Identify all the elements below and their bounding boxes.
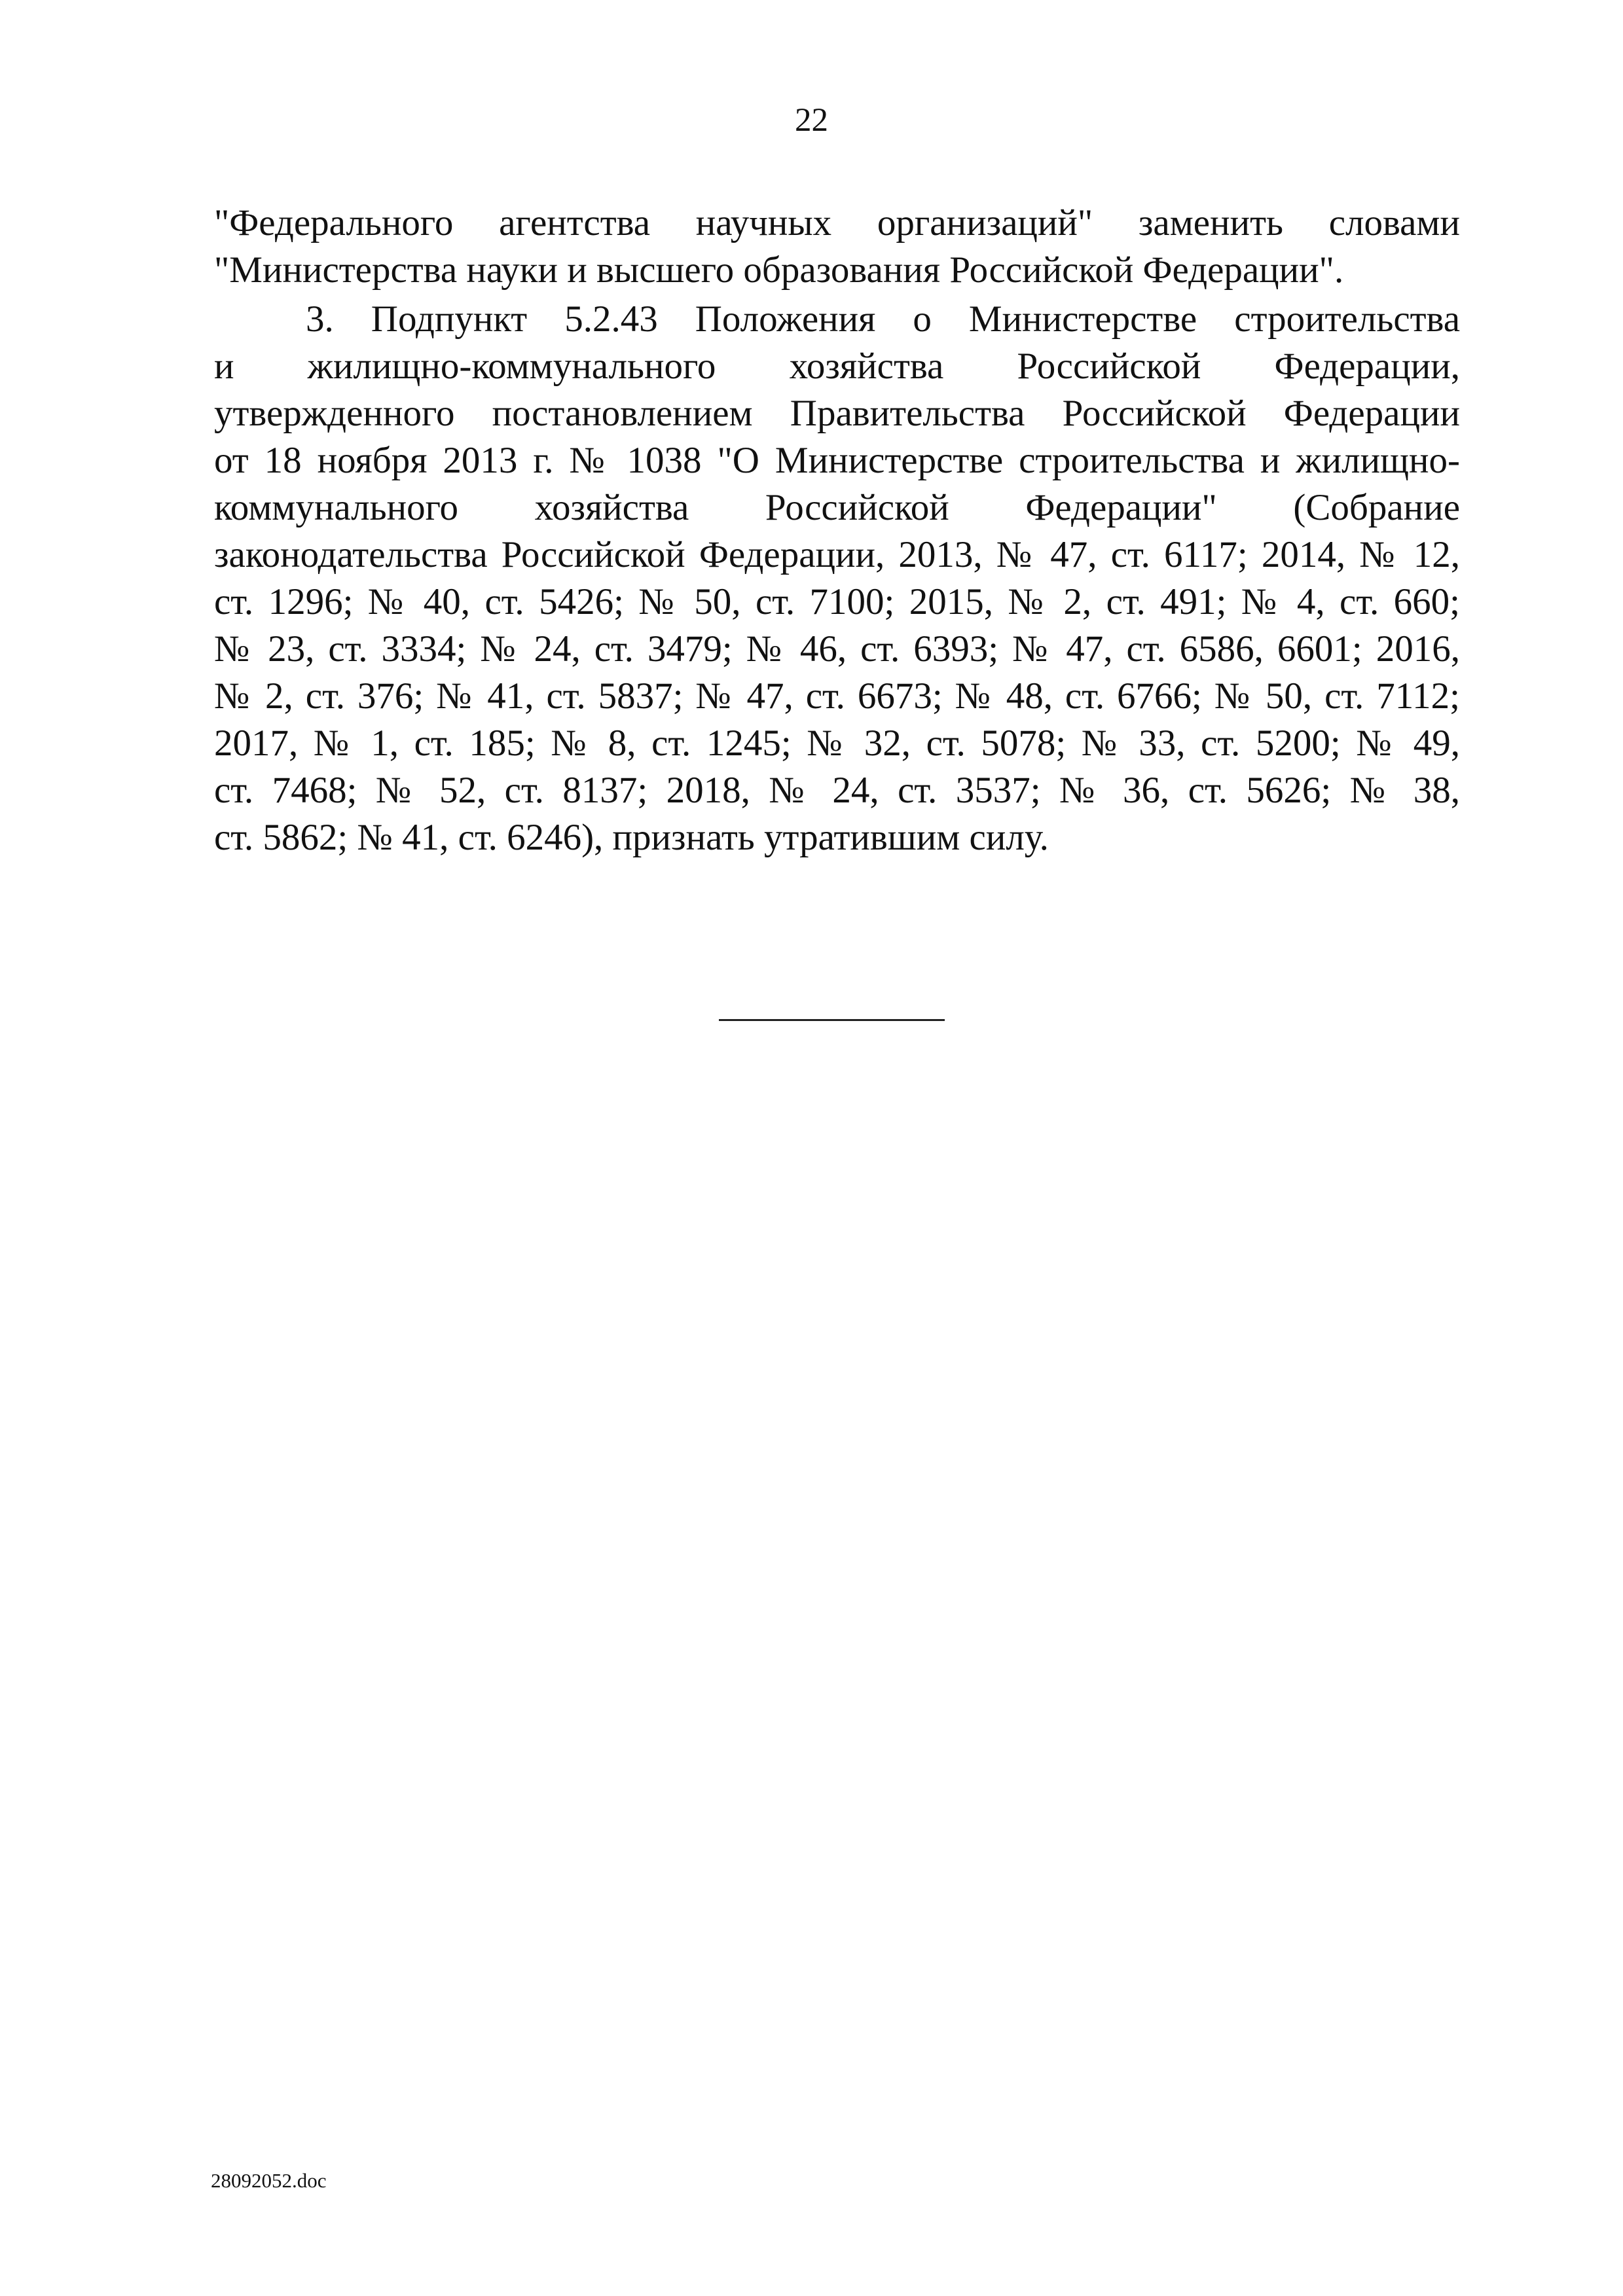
text-line: от 18 ноября 2013 г. № 1038 "О Министерстве строительства и жилищно- <box>214 440 1460 481</box>
text-line: "Министерства науки и высшего образования Российской Федерации". <box>214 249 1344 291</box>
text-line: № 2, ст. 376; № 41, ст. 5837; № 47, ст. 6673; № 48, ст. 6766; № 50, ст. 7112; <box>214 675 1460 717</box>
text-line: утвержденного постановлением Правительства Российской Федерации <box>214 393 1460 434</box>
text-line: 3. Подпункт 5.2.43 Положения о Министерстве строительства <box>306 298 1460 340</box>
text-line: ст. 5862; № 41, ст. 6246), признать утратившим силу. <box>214 817 1049 858</box>
page-number: 22 <box>795 102 828 139</box>
footer-doc-code: 28092052.doc <box>211 2169 327 2192</box>
text-line: "Федерального агентства научных организаций" заменить словами <box>214 202 1460 243</box>
text-line: 2017, № 1, ст. 185; № 8, ст. 1245; № 32, ст. 5078; № 33, ст. 5200; № 49, <box>214 723 1460 764</box>
text-line: коммунального хозяйства Российской Федерации" (Собрание <box>214 487 1460 528</box>
text-line: ст. 1296; № 40, ст. 5426; № 50, ст. 7100; 2015, № 2, ст. 491; № 4, ст. 660; <box>214 581 1460 622</box>
closing-rule <box>719 1019 945 1021</box>
text-line: № 23, ст. 3334; № 24, ст. 3479; № 46, ст. 6393; № 47, ст. 6586, 6601; 2016, <box>214 628 1460 670</box>
text-line: и жилищно-коммунального хозяйства Российской Федерации, <box>214 346 1460 387</box>
text-line: ст. 7468; № 52, ст. 8137; 2018, № 24, ст. 3537; № 36, ст. 5626; № 38, <box>214 770 1460 811</box>
text-line: законодательства Российской Федерации, 2013, № 47, ст. 6117; 2014, № 12, <box>214 534 1460 575</box>
